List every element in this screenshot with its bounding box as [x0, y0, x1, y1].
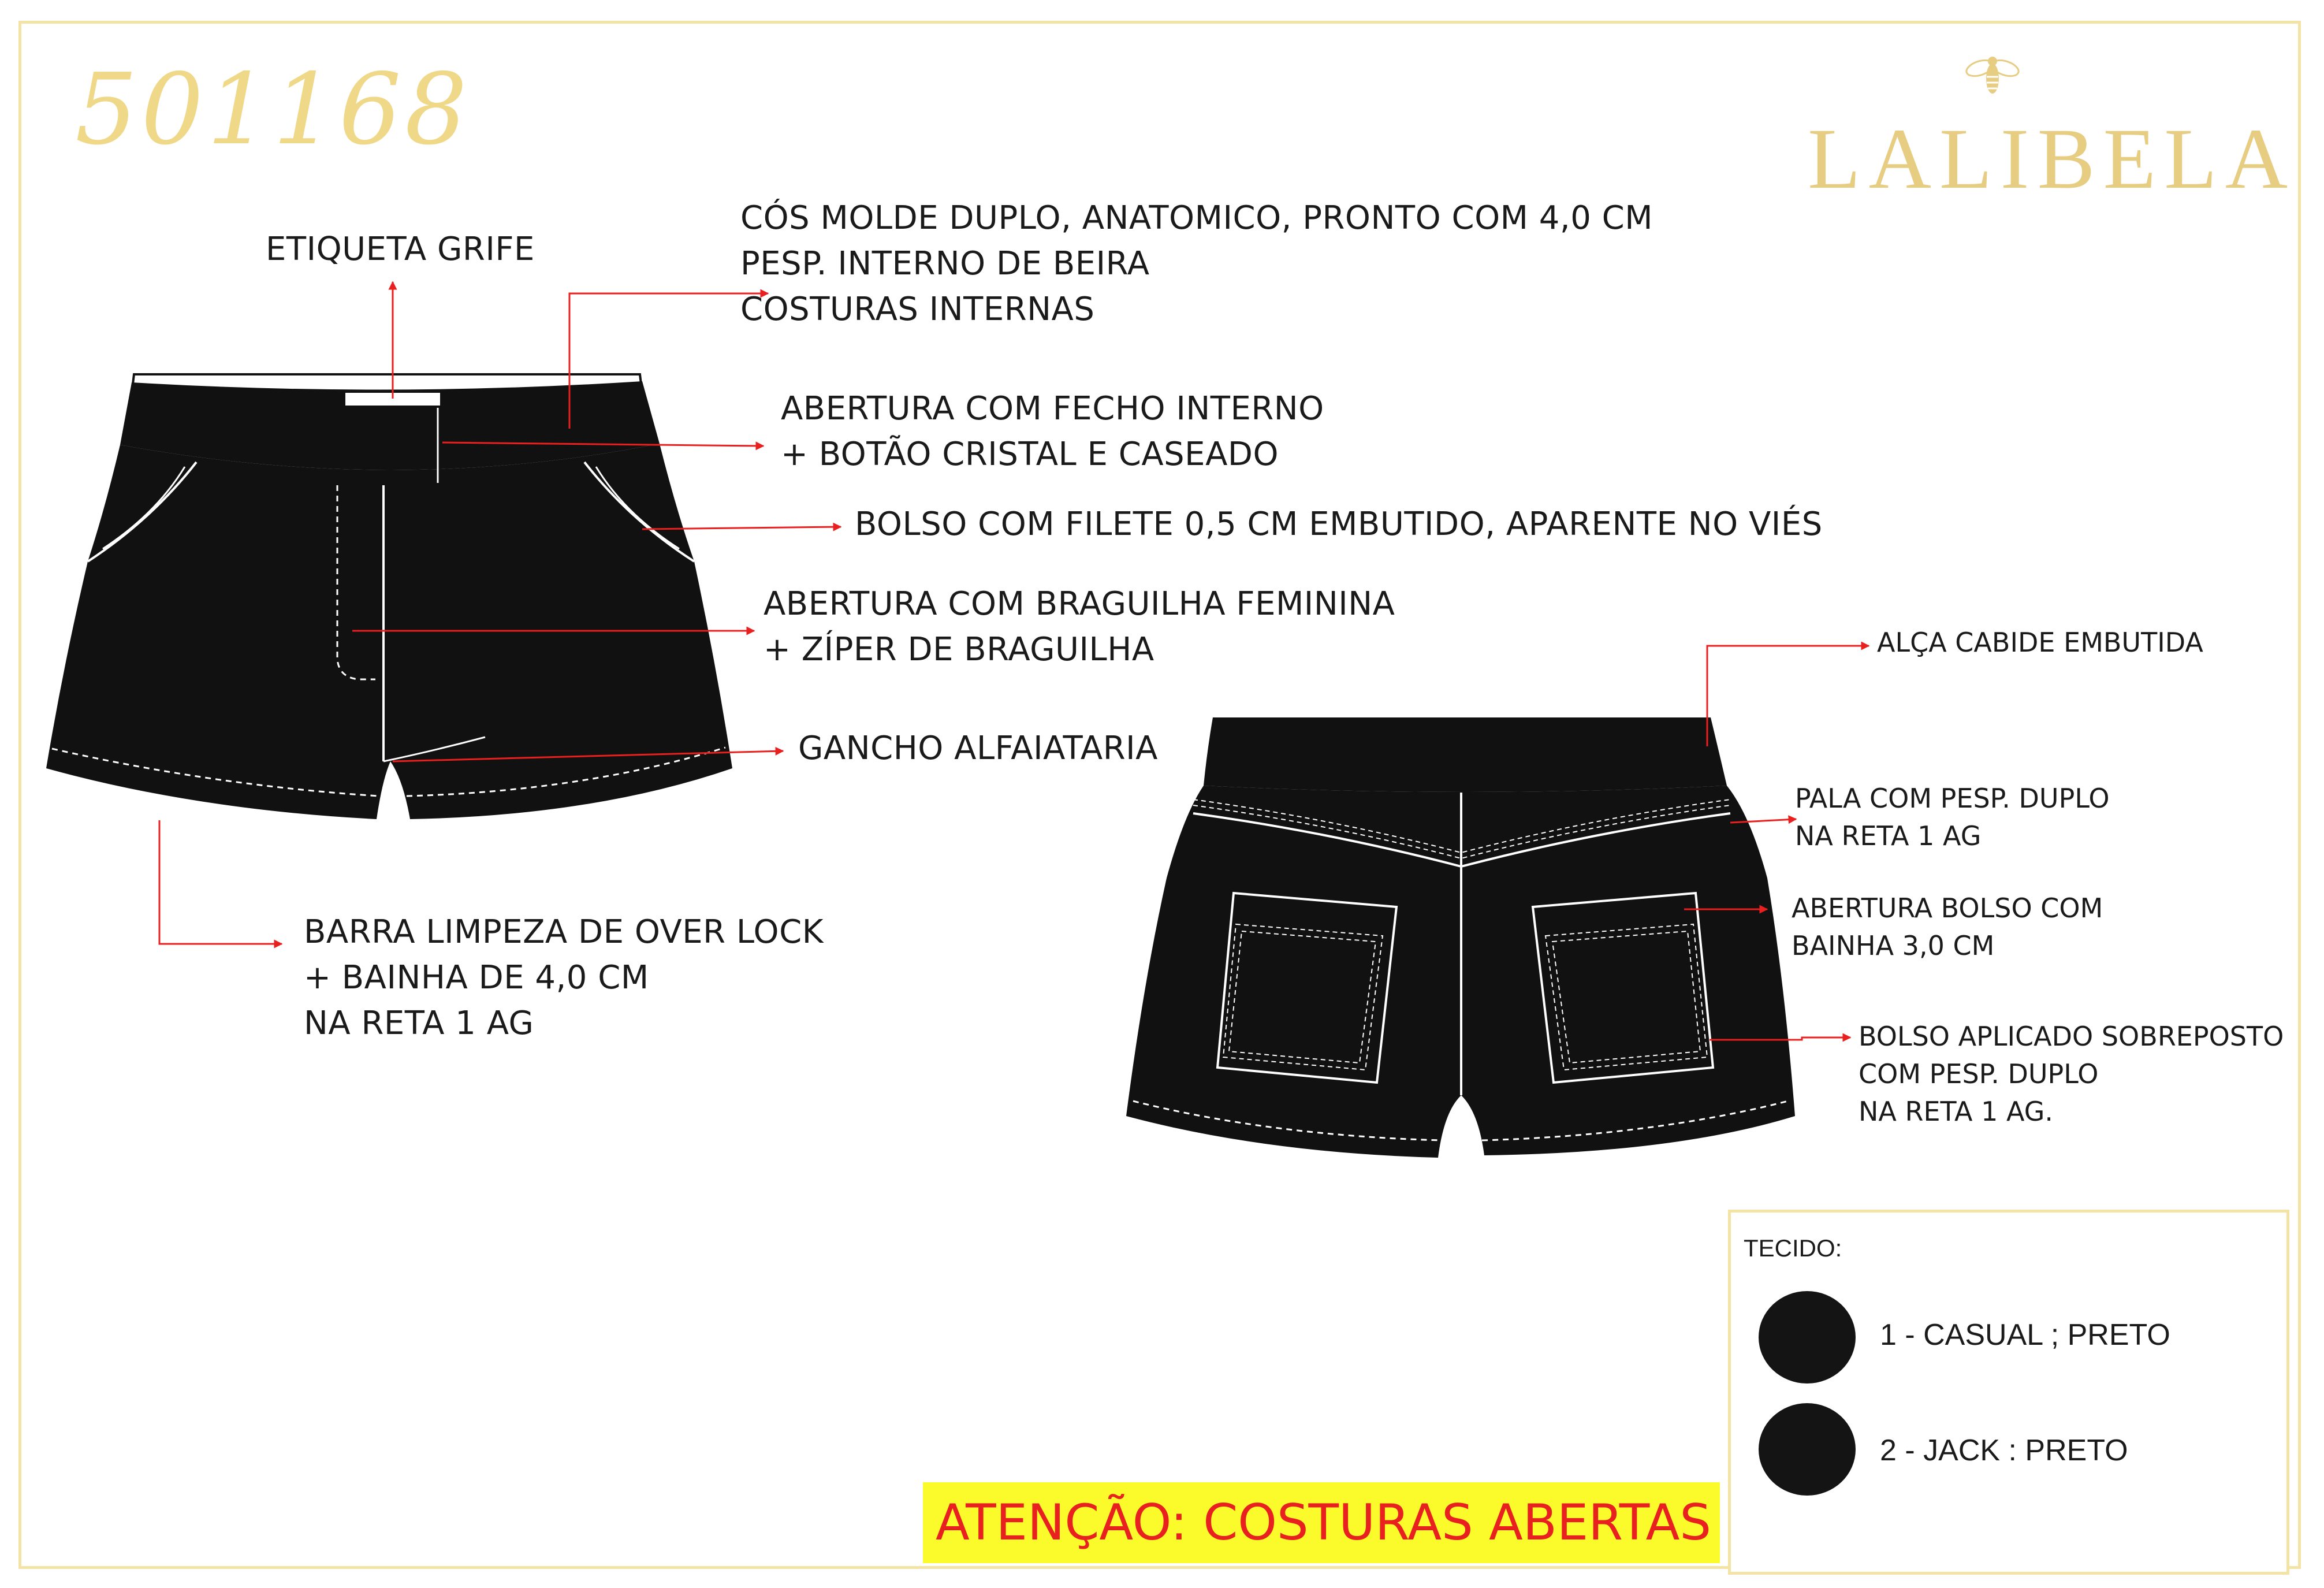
warning-text: ATENÇÃO: COSTURAS ABERTAS — [936, 1494, 1711, 1552]
fabric-title: TECIDO: — [1744, 1234, 1842, 1262]
brand-name: LALIBELA — [1808, 111, 2296, 207]
label-bolso-filete: BOLSO COM FILETE 0,5 CM EMBUTIDO, APARENTE NO VIÉS — [855, 505, 1823, 543]
back-waistband — [1204, 717, 1727, 792]
back-shorts-drawing — [1126, 717, 1795, 1158]
label-etiqueta-grife: ETIQUETA GRIFE — [266, 230, 535, 268]
fabric-swatch-2 — [1759, 1403, 1856, 1496]
label-bolso-aplicado-line-2: COM PESP. DUPLO — [1859, 1058, 2099, 1089]
label-cos — [740, 195, 1653, 332]
label-bolso-aplicado-line-1: BOLSO APLICADO SOBREPOSTO — [1859, 1021, 2284, 1052]
label-abertura-fecho-line-1: ABERTURA COM FECHO INTERNO — [781, 390, 1324, 427]
label-barra-line-1: BARRA LIMPEZA DE OVER LOCK — [304, 913, 824, 951]
callout-barra — [159, 820, 282, 944]
front-shorts-drawing — [46, 374, 732, 819]
label-barra — [304, 909, 824, 1046]
label-bolso-aplicado-line-3: NA RETA 1 AG. — [1859, 1096, 2053, 1127]
label-alca: ALÇA CABIDE EMBUTIDA — [1877, 627, 2203, 658]
label-braguilha-line-1: ABERTURA COM BRAGUILHA FEMININA — [764, 585, 1395, 623]
label-braguilha — [764, 581, 1395, 672]
label-barra-line-3: NA RETA 1 AG — [304, 1005, 534, 1042]
label-abertura-fecho-line-2: + BOTÃO CRISTAL E CASEADO — [781, 436, 1279, 473]
label-pala-line-1: PALA COM PESP. DUPLO — [1795, 783, 2110, 814]
fabric-swatch-1 — [1759, 1291, 1856, 1384]
label-pala-line-2: NA RETA 1 AG — [1795, 820, 1982, 851]
fabric-label-1: 1 - CASUAL ; PRETO — [1880, 1318, 2170, 1352]
label-cos-line-3: COSTURAS INTERNAS — [740, 291, 1095, 328]
label-barra-line-2: + BAINHA DE 4,0 CM — [304, 959, 649, 996]
label-bolso-aplicado — [1859, 1018, 2284, 1130]
label-abertura-bolso-line-2: BAINHA 3,0 CM — [1792, 930, 1995, 961]
warning-banner — [923, 1482, 1720, 1563]
label-abertura-bolso — [1792, 890, 2103, 965]
label-braguilha-line-2: + ZÍPER DE BRAGUILHA — [764, 631, 1154, 668]
label-abertura-bolso-line-1: ABERTURA BOLSO COM — [1792, 892, 2103, 924]
style-code: 501168 — [75, 53, 471, 167]
label-pala — [1795, 780, 2110, 855]
label-gancho: GANCHO ALFAIATARIA — [798, 730, 1158, 767]
fabric-label-2: 2 - JACK : PRETO — [1880, 1434, 2128, 1467]
callout-alca — [1707, 646, 1869, 746]
label-cos-line-1: CÓS MOLDE DUPLO, ANATOMICO, PRONTO COM 4,0 CM — [740, 199, 1653, 237]
fabric-panel — [1728, 1210, 2289, 1575]
label-cos-line-2: PESP. INTERNO DE BEIRA — [740, 245, 1150, 282]
label-abertura-fecho — [781, 386, 1324, 477]
